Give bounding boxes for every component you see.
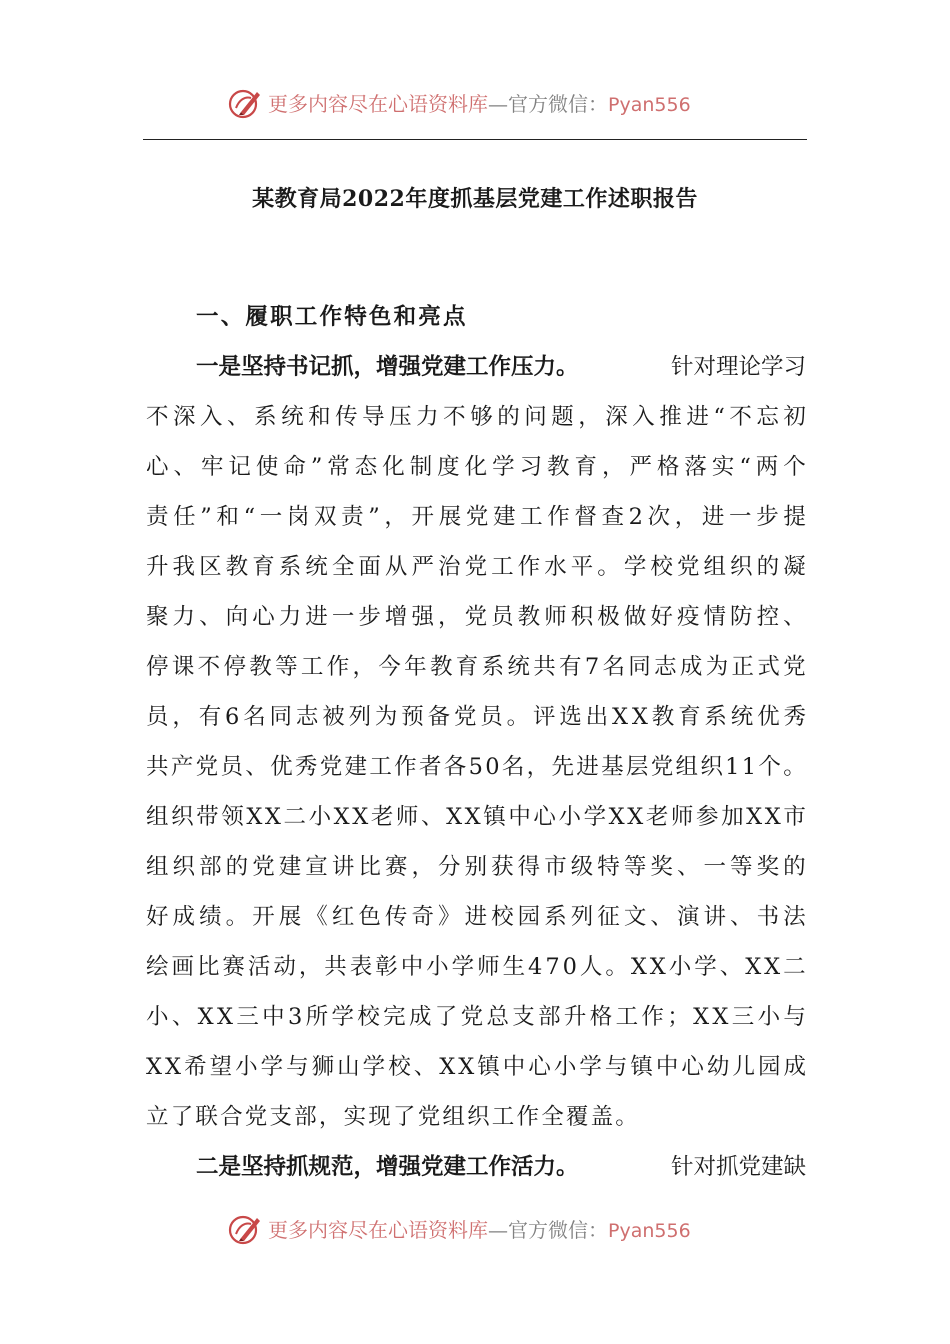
paragraph-1-lead: 一是坚持书记抓，增强党建工作压力。: [196, 354, 579, 380]
paragraph-1-line: 不 深 入 、 系 统 和 传 导 压 力 不 够 的 问 题 ， 深 入 推 进 “ 不 忘 初: [146, 404, 806, 430]
paragraph-2-line-1: [146, 1142, 806, 1192]
paragraph-1-text: 针对理论学习: [670, 354, 806, 380]
watermark-wechat-label: —官方微信：: [488, 1218, 608, 1242]
watermark-account: Pyan556: [608, 1220, 691, 1242]
pen-logo-icon: [227, 86, 263, 122]
document-body: [146, 292, 806, 1192]
watermark-wechat-label: —官方微信：: [488, 92, 608, 116]
watermark-text: [268, 1217, 691, 1243]
paragraph-1-line: 责 任 ” 和 “ 一 岗 双 责 ” ， 开 展 党 建 工 作 督 查 2 次 ， 进 一 步 提: [146, 504, 806, 530]
header-divider: [143, 139, 807, 140]
watermark-account: Pyan556: [608, 94, 691, 116]
paragraph-1-line: 停 课 不 停 教 等 工 作 ， 今 年 教 育 系 统 共 有 7 名 同 志 成 为 正 式 党: [146, 654, 806, 680]
pen-logo-icon: [227, 1212, 263, 1248]
paragraph-1-line: 组 织 带 领 X X 二 小 X X 老 师 、 X X 镇 中 心 小 学 X X 老 师 参 加 X X 市: [146, 804, 806, 830]
watermark-site-name: 更多内容尽在心语资料库: [268, 1218, 488, 1242]
paragraph-1-line: 心 、 牢 记 使 命 ” 常 态 化 制 度 化 学 习 教 育 ， 严 格 落 实 “ 两 个: [146, 454, 806, 480]
paragraph-2-lead: 二是坚持抓规范，增强党建工作活力。: [196, 1154, 579, 1180]
watermark-text: [268, 91, 691, 117]
paragraph-1-line: 小 、 X X 三 中 3 所 学 校 完 成 了 党 总 支 部 升 格 工 作 ； X X 三 小 与: [146, 1004, 806, 1030]
paragraph-2-text: 针对抓党建缺: [670, 1154, 806, 1180]
watermark-banner-bottom: [0, 1210, 950, 1250]
paragraph-1-line-1: [146, 342, 806, 392]
document-title: 某教育局2022年度抓基层党建工作述职报告: [252, 186, 698, 212]
paragraph-1-line: 绘 画 比 赛 活 动 ， 共 表 彰 中 小 学 师 生 4 7 0 人 。 X X 小 学 、 X X 二: [146, 954, 806, 980]
paragraph-1-line: 组 织 部 的 党 建 宣 讲 比 赛 ， 分 别 获 得 市 级 特 等 奖 、 一 等 奖 的: [146, 854, 806, 880]
paragraph-1-line-last: 立了联合党支部，实现了党组织工作全覆盖。: [146, 1104, 641, 1130]
paragraph-1-line: 聚 力 、 向 心 力 进 一 步 增 强 ， 党 员 教 师 积 极 做 好 疫 情 防 控 、: [146, 604, 806, 630]
paragraph-1-line: 员 ， 有 6 名 同 志 被 列 为 预 备 党 员 。 评 选 出 X X 教 育 系 统 优 秀: [146, 704, 806, 730]
watermark-site-name: 更多内容尽在心语资料库: [268, 92, 488, 116]
paragraph-1-line: X X 希 望 小 学 与 狮 山 学 校 、 X X 镇 中 心 小 学 与 镇 中 心 幼 儿 园 成: [146, 1054, 806, 1080]
paragraph-1-line: 好 成 绩 。 开 展 《 红 色 传 奇 》 进 校 园 系 列 征 文 、 演 讲 、 书 法: [146, 904, 806, 930]
section-heading: 一、履职工作特色和亮点: [196, 304, 468, 330]
watermark-banner-top: [0, 84, 950, 124]
paragraph-1-line: 共 产 党 员 、 优 秀 党 建 工 作 者 各 5 0 名 ， 先 进 基 层 党 组 织 1 1 个 。: [146, 754, 806, 780]
paragraph-1-line: 升 我 区 教 育 系 统 全 面 从 严 治 党 工 作 水 平 。 学 校 党 组 织 的 凝: [146, 554, 806, 580]
